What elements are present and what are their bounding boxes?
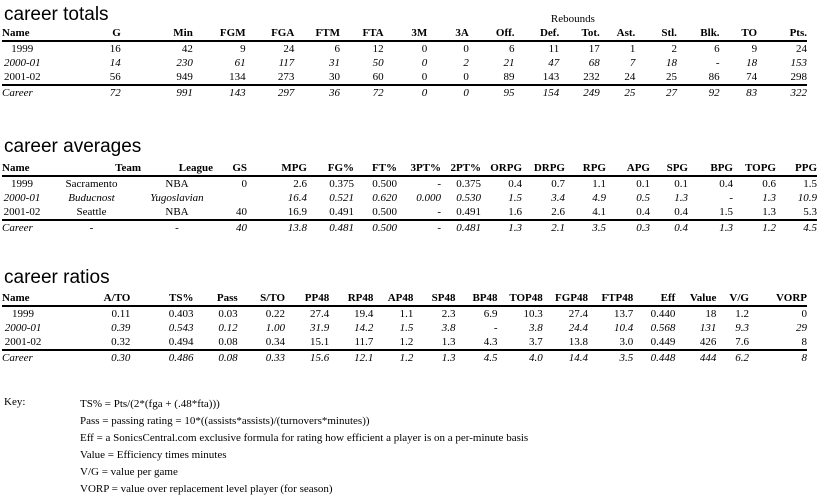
key-definition-line: VORP = value over replacement level player (for season): [80, 483, 333, 495]
table-cell: 27.4: [568, 308, 588, 320]
table-cell: 18: [665, 57, 677, 69]
table-cell: 89: [503, 71, 515, 83]
table-cell: 0.568: [650, 322, 676, 334]
table-cell: 3.7: [529, 336, 543, 348]
table-cell: 0.11: [111, 308, 131, 320]
table-cell: 0.375: [456, 178, 481, 190]
ratios-col-header: S/TO: [238, 291, 285, 306]
table-cell: 131: [699, 322, 717, 334]
table-cell: 10.4: [613, 322, 634, 334]
table-cell: -: [729, 192, 733, 204]
table-cell: 9.3: [735, 322, 749, 334]
table-cell: 4.1: [592, 206, 606, 218]
ratios-col-header: A/TO: [44, 291, 130, 306]
table-cell: 47: [548, 57, 560, 69]
table-cell: 0.449: [650, 336, 676, 348]
table-cell: 2.6: [551, 206, 565, 218]
table-row: [2, 321, 807, 335]
key-definition-line: V/G = value per game: [80, 466, 178, 478]
table-cell: 10.9: [797, 192, 817, 204]
table-cell: Buducnost: [68, 192, 115, 204]
table-cell: 0.12: [218, 322, 238, 334]
table-cell: 249: [559, 85, 600, 100]
table-cell: 16.4: [287, 192, 307, 204]
table-cell: 0.5: [636, 192, 650, 204]
table-cell: 27.4: [309, 308, 330, 320]
ratios-col-header: AP48: [373, 291, 413, 306]
table-cell: 1: [629, 43, 636, 55]
table-cell: 7: [629, 57, 636, 69]
totals-col-header: Pts.: [757, 26, 807, 41]
table-cell: 1.5: [399, 322, 414, 334]
table-cell: -: [437, 178, 441, 190]
table-cell: 1.3: [674, 192, 688, 204]
averages-col-header: GS: [213, 161, 247, 176]
table-cell: 24: [796, 43, 807, 55]
key-definitions: [80, 396, 680, 498]
table-cell: 7.6: [735, 336, 749, 348]
key-definition-line: Pass = passing rating = 10*((assists*assists)/(turnovers*minutes)): [80, 415, 370, 427]
totals-col-header: FTM: [294, 26, 340, 41]
table-cell: 0.440: [650, 308, 676, 320]
table-cell: 2001-02: [4, 336, 42, 348]
table-cell: 232: [583, 71, 600, 83]
table-cell: Sacramento: [65, 178, 118, 190]
table-cell: 2.3: [441, 308, 456, 320]
table-cell: 0.000: [416, 192, 441, 204]
table-cell: 24.4: [568, 322, 588, 334]
table-cell: 56: [109, 71, 121, 83]
table-cell: 12: [372, 43, 384, 55]
table-cell: 143: [193, 85, 246, 100]
table-cell: 95: [469, 85, 515, 100]
table-cell: 4.0: [498, 350, 543, 365]
table-cell: 25: [600, 85, 636, 100]
ratios-col-header: TS%: [130, 291, 193, 306]
table-cell: 3.4: [551, 192, 565, 204]
table-cell: 15.1: [309, 336, 330, 348]
table-cell: 6.9: [483, 308, 498, 320]
table-cell: 8: [801, 336, 807, 348]
table-cell: 0.4: [508, 178, 522, 190]
totals-header-row: [2, 26, 807, 41]
table-cell: 86: [708, 71, 720, 83]
table-cell: 1.2: [735, 308, 749, 320]
table-cell: 31: [328, 57, 340, 69]
table-cell: 10.3: [523, 308, 543, 320]
table-cell: 1.1: [592, 178, 606, 190]
table-cell: 0.22: [265, 308, 286, 320]
totals-col-header: Min: [121, 26, 193, 41]
table-cell: 2001-02: [3, 71, 41, 83]
table-cell: -: [141, 220, 213, 235]
table-cell: 0.4: [719, 178, 733, 190]
table-cell: 0: [384, 85, 428, 100]
table-cell: 0: [421, 57, 428, 69]
table-cell: 0: [463, 71, 469, 83]
table-cell: 0.6: [762, 178, 776, 190]
table-cell: 0.4: [650, 220, 688, 235]
table-cell: 0.403: [168, 308, 194, 320]
table-cell: 0: [427, 85, 469, 100]
averages-col-header: MPG: [247, 161, 307, 176]
averages-col-header: Name: [2, 161, 42, 176]
table-cell: 0.448: [633, 350, 675, 365]
totals-col-header: FTA: [340, 26, 384, 41]
table-cell: 0.1: [674, 178, 688, 190]
table-cell: 2000-01: [4, 322, 42, 334]
averages-col-header: FG%: [307, 161, 354, 176]
averages-col-header: BPG: [688, 161, 733, 176]
table-cell: 1.3: [688, 220, 733, 235]
table-cell: 61: [234, 57, 246, 69]
averages-col-header: League: [141, 161, 213, 176]
totals-col-header: 3M: [384, 26, 428, 41]
table-cell: 74: [746, 71, 758, 83]
career-averages-title: career averages: [4, 136, 142, 157]
table-cell: 0.620: [372, 192, 397, 204]
table-cell: 0.481: [441, 220, 481, 235]
table-cell: 0.500: [372, 178, 397, 190]
averages-col-header: 2PT%: [441, 161, 481, 176]
table-cell: 0.530: [456, 192, 481, 204]
table-cell: 4.5: [776, 220, 817, 235]
table-cell: 15.6: [285, 350, 329, 365]
table-cell: 83: [720, 85, 758, 100]
totals-col-header: Name: [2, 26, 43, 41]
career-ratios-title: career ratios: [4, 267, 110, 288]
table-cell: 1.3: [413, 350, 455, 365]
ratios-col-header: Pass: [193, 291, 237, 306]
table-cell: 0: [421, 71, 428, 83]
table-cell: NBA: [165, 178, 189, 190]
ratios-col-header: V/G: [716, 291, 749, 306]
table-cell: Career: [2, 85, 43, 100]
table-cell: 5.3: [803, 206, 817, 218]
table-cell: 6: [509, 43, 515, 55]
table-cell: 2000-01: [3, 57, 41, 69]
table-cell: 6: [714, 43, 720, 55]
table-cell: 4.5: [455, 350, 497, 365]
table-cell: 25: [665, 71, 677, 83]
table-cell: -: [42, 220, 141, 235]
table-cell: 273: [277, 71, 295, 83]
table-cell: 134: [229, 71, 246, 83]
table-cell: 0.494: [168, 336, 194, 348]
table-cell: 1.3: [762, 192, 776, 204]
table-cell: 298: [790, 71, 807, 83]
table-cell: 2: [671, 43, 677, 55]
table-cell: 3.5: [588, 350, 633, 365]
table-cell: 18: [746, 57, 758, 69]
table-cell: 1.2: [373, 350, 413, 365]
averages-col-header: APG: [606, 161, 650, 176]
table-cell: 1.2: [733, 220, 776, 235]
table-cell: 3.8: [441, 322, 456, 334]
table-cell: 0.486: [130, 350, 193, 365]
table-cell: 6: [334, 43, 340, 55]
table-cell: 153: [790, 57, 807, 69]
table-row: [2, 306, 807, 321]
totals-col-header: Blk.: [677, 26, 720, 41]
table-cell: 16: [109, 43, 121, 55]
table-cell: 0: [241, 178, 247, 190]
table-cell: 1.00: [265, 322, 286, 334]
table-cell: 13.8: [568, 336, 588, 348]
table-cell: 0.32: [111, 336, 131, 348]
career-averages-table: [2, 161, 817, 235]
ratios-col-header: FTP48: [588, 291, 633, 306]
table-cell: 29: [796, 322, 807, 334]
averages-col-header: 3PT%: [397, 161, 441, 176]
table-cell: 0.543: [168, 322, 194, 334]
table-cell: 1.5: [803, 178, 817, 190]
table-row: [2, 335, 807, 350]
ratios-col-header: VORP: [749, 291, 807, 306]
table-row: [2, 41, 807, 56]
table-cell: 0.08: [218, 336, 238, 348]
table-cell: 426: [699, 336, 717, 348]
table-cell: 4.9: [592, 192, 606, 204]
table-cell: 1.5: [508, 192, 522, 204]
table-cell: 1.3: [441, 336, 456, 348]
career-totals-table: [2, 12, 807, 100]
table-cell: 40: [236, 206, 247, 218]
totals-col-header: 3A: [427, 26, 469, 41]
career-totals-title: career totals: [4, 4, 109, 25]
totals-col-header: Tot.: [559, 26, 600, 41]
table-cell: 0.500: [372, 206, 397, 218]
table-cell: 0.03: [218, 308, 238, 320]
ratios-col-header: TOP48: [498, 291, 543, 306]
table-cell: 60: [372, 71, 384, 83]
totals-col-header: Stl.: [635, 26, 677, 41]
table-cell: 14.2: [354, 322, 374, 334]
averages-col-header: PPG: [776, 161, 817, 176]
table-cell: 0.4: [636, 206, 650, 218]
table-cell: 0.30: [44, 350, 130, 365]
ratios-col-header: Name: [2, 291, 44, 306]
table-cell: 2.1: [522, 220, 565, 235]
table-cell: -: [397, 220, 441, 235]
totals-col-header: Off.: [469, 26, 515, 41]
table-cell: 230: [176, 57, 193, 69]
table-row: [2, 70, 807, 85]
table-cell: 1.1: [399, 308, 414, 320]
key-definition-line: Eff = a SonicsCentral.com exclusive formula for rating how efficient a player is on a per-minute basis: [80, 432, 529, 444]
table-cell: 0.1: [636, 178, 650, 190]
totals-col-header: Def.: [515, 26, 560, 41]
table-cell: 17: [588, 43, 600, 55]
table-cell: 3.8: [529, 322, 543, 334]
table-cell: 14: [109, 57, 121, 69]
table-cell: 0.33: [238, 350, 285, 365]
table-cell: 3.0: [619, 336, 634, 348]
key-label: Key:: [4, 396, 26, 408]
ratios-col-header: RP48: [329, 291, 373, 306]
table-cell: 40: [213, 220, 247, 235]
averages-col-header: SPG: [650, 161, 688, 176]
table-cell: 19.4: [354, 308, 374, 320]
table-row: [2, 56, 807, 70]
averages-header-row: [2, 161, 817, 176]
ratios-col-header: Eff: [633, 291, 675, 306]
table-cell: 0.39: [111, 322, 131, 334]
totals-col-header: Ast.: [600, 26, 636, 41]
career-total-row: [2, 85, 807, 100]
table-cell: 444: [675, 350, 716, 365]
table-cell: 21: [503, 57, 515, 69]
table-cell: 1.5: [719, 206, 733, 218]
table-cell: 0: [421, 43, 428, 55]
table-cell: 24: [283, 43, 295, 55]
career-total-row: [2, 220, 817, 235]
averages-col-header: ORPG: [481, 161, 522, 176]
table-cell: 154: [515, 85, 560, 100]
averages-col-header: RPG: [565, 161, 606, 176]
table-cell: 6.2: [716, 350, 749, 365]
averages-col-header: Team: [42, 161, 141, 176]
career-total-row: [2, 350, 807, 365]
table-cell: 18: [705, 308, 717, 320]
table-cell: 68: [588, 57, 600, 69]
table-cell: Career: [2, 350, 44, 365]
table-cell: 14.4: [543, 350, 588, 365]
table-cell: 92: [677, 85, 720, 100]
ratios-col-header: SP48: [413, 291, 455, 306]
table-cell: 13.7: [613, 308, 634, 320]
career-ratios-table: [2, 291, 807, 365]
averages-col-header: FT%: [354, 161, 397, 176]
table-cell: 4.3: [483, 336, 498, 348]
table-cell: Seattle: [76, 206, 107, 218]
table-cell: 27: [635, 85, 677, 100]
table-cell: 16.9: [287, 206, 307, 218]
totals-col-header: G: [43, 26, 121, 41]
table-cell: 72: [43, 85, 121, 100]
table-cell: 0.500: [354, 220, 397, 235]
table-cell: 1.3: [762, 206, 776, 218]
totals-col-header: FGA: [246, 26, 295, 41]
table-cell: 0.521: [329, 192, 354, 204]
table-cell: 1999: [11, 43, 34, 55]
ratios-col-header: PP48: [285, 291, 329, 306]
totals-col-header: FGM: [193, 26, 246, 41]
totals-col-header: TO: [720, 26, 758, 41]
table-cell: NBA: [165, 206, 189, 218]
table-cell: 117: [278, 57, 295, 69]
table-cell: 24: [624, 71, 636, 83]
key-definition-line: TS% = Pts/(2*(fga + (.48*fta))): [80, 398, 220, 410]
table-cell: 0.491: [456, 206, 481, 218]
ratios-header-row: [2, 291, 807, 306]
table-cell: 42: [181, 43, 193, 55]
averages-col-header: TOPG: [733, 161, 776, 176]
table-cell: 2000-01: [3, 192, 41, 204]
table-cell: 72: [340, 85, 384, 100]
rebounds-group-label: Rebounds: [550, 13, 595, 25]
table-cell: 143: [542, 71, 560, 83]
table-cell: 9: [751, 43, 758, 55]
table-cell: 0.375: [329, 178, 354, 190]
table-cell: 1999: [11, 178, 33, 190]
ratios-col-header: BP48: [455, 291, 497, 306]
table-cell: 30: [328, 71, 340, 83]
key-definition-line: Value = Efficiency times minutes: [80, 449, 227, 461]
table-cell: 0: [463, 43, 469, 55]
table-cell: 31.9: [309, 322, 330, 334]
table-cell: 3.5: [565, 220, 606, 235]
table-cell: Career: [2, 220, 42, 235]
table-cell: 12.1: [329, 350, 373, 365]
table-cell: 1999: [12, 308, 35, 320]
table-row: [2, 176, 817, 191]
table-cell: 11: [548, 43, 560, 55]
table-cell: 0.481: [307, 220, 354, 235]
table-cell: 322: [757, 85, 807, 100]
table-cell: 1.2: [399, 336, 414, 348]
table-cell: 2001-02: [3, 206, 41, 218]
table-cell: 0.7: [551, 178, 565, 190]
table-cell: 0.491: [329, 206, 354, 218]
table-cell: 13.8: [247, 220, 307, 235]
table-cell: 0.3: [606, 220, 650, 235]
table-cell: 1.3: [481, 220, 522, 235]
table-row: [2, 205, 817, 220]
ratios-col-header: FGP48: [543, 291, 588, 306]
table-row: [2, 191, 817, 205]
table-cell: 8: [749, 350, 807, 365]
table-cell: 949: [176, 71, 193, 83]
table-cell: 0.34: [265, 336, 286, 348]
table-cell: 1.6: [508, 206, 522, 218]
table-cell: [213, 191, 247, 205]
table-cell: 0: [801, 308, 807, 320]
table-cell: 0.4: [674, 206, 688, 218]
table-cell: 297: [246, 85, 295, 100]
table-cell: -: [437, 206, 441, 218]
table-cell: -: [715, 57, 720, 69]
table-cell: Yugoslavian: [150, 192, 204, 204]
table-cell: 50: [372, 57, 384, 69]
averages-col-header: DRPG: [522, 161, 565, 176]
table-cell: -: [493, 322, 498, 334]
table-cell: 9: [240, 43, 246, 55]
table-cell: 11.7: [354, 336, 374, 348]
table-cell: 2: [463, 57, 469, 69]
ratios-col-header: Value: [675, 291, 716, 306]
table-cell: 991: [121, 85, 193, 100]
table-cell: 36: [294, 85, 340, 100]
table-cell: 0.08: [193, 350, 237, 365]
table-cell: 2.6: [293, 178, 307, 190]
